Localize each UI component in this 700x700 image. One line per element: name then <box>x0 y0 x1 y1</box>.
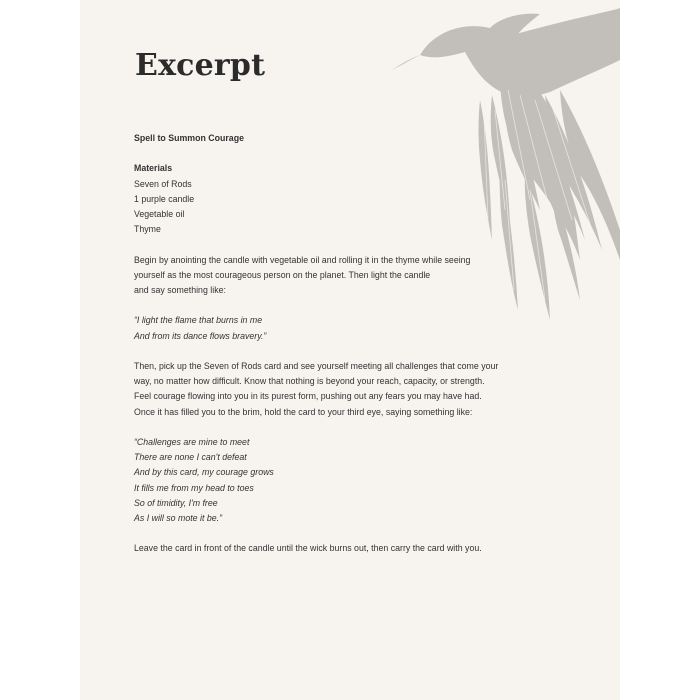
excerpt-body <box>134 131 574 572</box>
chant-line: And by this card, my courage grows <box>134 467 274 478</box>
paragraph-line: and say something like: <box>134 285 226 295</box>
chant-line: And from its dance flows bravery.” <box>134 330 267 341</box>
chant-line: As I will so mote it be.” <box>134 513 222 523</box>
chant-line: “I light the flame that burns in me <box>134 315 263 326</box>
spell-title: Spell to Summon Courage <box>134 133 244 143</box>
paragraph-line: Feel courage flowing into you in its purest form, pushing out any fears you may have had. <box>134 391 482 402</box>
paragraph-line: Then, pick up the Seven of Rods card and see yourself meeting all challenges that come your <box>134 360 499 371</box>
chant-line: It fills me from my head to toes <box>134 482 254 493</box>
materials-heading: Materials <box>134 163 173 174</box>
paragraph-line: yourself as the most courageous person on the planet. Then light the candle <box>134 269 431 280</box>
chant-challenges <box>134 435 574 526</box>
paragraph-anoint <box>134 253 574 299</box>
paragraph-line: Leave the card in front of the candle until the wick burns out, then carry the card with you. <box>134 543 482 554</box>
chant-line: There are none I can't defeat <box>134 452 247 463</box>
material-item: Thyme <box>134 224 161 235</box>
material-item: 1 purple candle <box>134 193 195 204</box>
chant-line: “Challenges are mine to meet <box>134 436 250 447</box>
paragraph-line: way, no matter how difficult. Know that nothing is beyond your reach, capacity, or strength. <box>134 376 485 387</box>
paragraph-closing <box>134 541 574 556</box>
material-item: Seven of Rods <box>134 178 192 189</box>
spell-title-block <box>134 131 574 146</box>
materials-block <box>134 161 574 237</box>
book-page <box>80 0 620 700</box>
chant-flame <box>134 313 574 343</box>
paragraph-card <box>134 359 574 420</box>
page-title: Excerpt <box>135 48 266 83</box>
paragraph-line: Once it has filled you to the brim, hold the card to your third eye, saying something like: <box>134 406 473 417</box>
paragraph-line: Begin by anointing the candle with vegetable oil and rolling it in the thyme while seeing <box>134 254 471 265</box>
material-item: Vegetable oil <box>134 209 185 219</box>
chant-line: So of timidity, I'm free <box>134 497 218 508</box>
